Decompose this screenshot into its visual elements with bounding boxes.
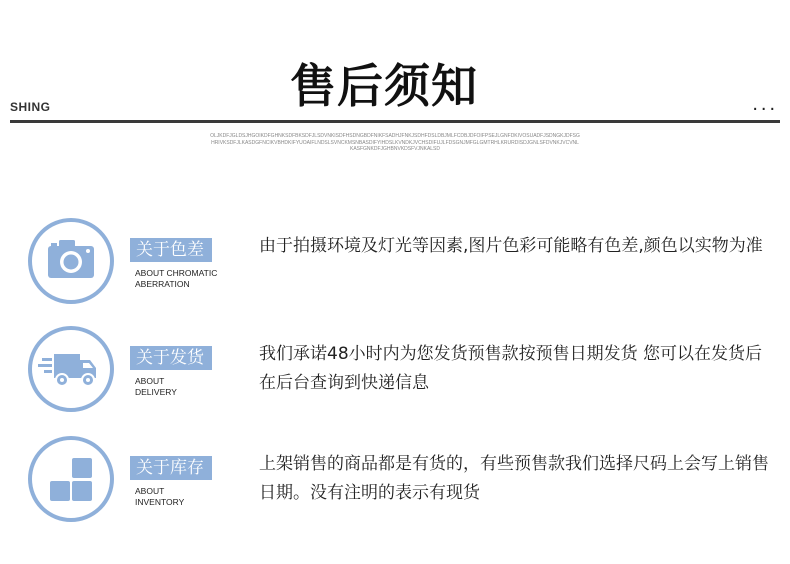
notice-item-inventory: [0, 430, 790, 530]
notice-item-delivery: [0, 320, 790, 420]
decorative-fine-print: OLJKDFJGLDSJHGOIKDFGHNKSDFBKSDFJLSDVNKISDFHSDNGBDFNIKFSADHJFNKJSDHFDSLDBJMLFCDBJDFOIFPSEJLGNFDKIVOSUADFJSDNGKJDFSGHRIVKSDFJLKASDGFNCIKVBHDKIFYUOAIFLNDSLSVNCKMSNBASDIFYIHDSLKVNDKJVCHSDIFUJLFDSGNJMFGLGMTRHLKRURDISDJGNLSFDVNKJVCVNLKASFGNKDFJGHBNVKDSFVJNKALSD: [210, 133, 580, 152]
inventory-boxes-icon: [28, 436, 114, 522]
delivery-truck-icon: [28, 326, 114, 412]
tag-en-line-2: DELIVERY: [135, 387, 177, 397]
notice-text: 上架销售的商品都是有货的，有些预售款我们选择尺码上会写上销售日期。没有注明的表示有现货: [259, 454, 769, 503]
header: [0, 0, 790, 160]
section-tag: 关于发货: [130, 346, 212, 370]
header-divider: [10, 120, 780, 123]
section-tag-english: [135, 268, 235, 290]
tag-en-line-2: ABERRATION: [135, 279, 190, 289]
tag-en-line-1: ABOUT: [135, 376, 165, 386]
tag-en-line-1: ABOUT CHROMATIC: [135, 268, 218, 278]
tag-en-line-2: INVENTORY: [135, 497, 185, 507]
section-tag-english: [135, 376, 235, 398]
more-dots-icon: ...: [752, 93, 778, 115]
notice-text: 我们承诺48小时内为您发货预售款按预售日期发货 您可以在发货后在后台查询到快递信息: [259, 344, 763, 393]
notice-item-chromatic: [0, 212, 790, 312]
section-tag-english: [135, 486, 235, 508]
tag-en-line-1: ABOUT: [135, 486, 165, 496]
section-tag: 关于色差: [130, 238, 212, 262]
page-title: 售后须知: [290, 59, 478, 113]
section-tag: 关于库存: [130, 456, 212, 480]
brand-label: SHING: [10, 100, 51, 114]
notice-text: 由于拍摄环境及灯光等因素,图片色彩可能略有色差,颜色以实物为准: [259, 236, 763, 256]
camera-icon: [28, 218, 114, 304]
